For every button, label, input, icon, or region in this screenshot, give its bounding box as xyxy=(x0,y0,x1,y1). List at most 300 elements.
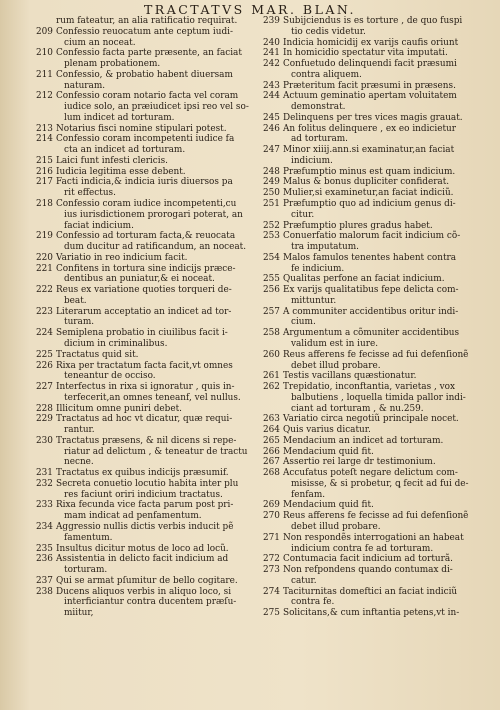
entry-line: Præfumptio quo ad indicium genus di- xyxy=(283,199,456,210)
entry-number: 224 xyxy=(36,328,53,339)
index-entry xyxy=(36,285,274,307)
entry-line: lum indicet ad torturam. xyxy=(64,112,175,123)
entry-line: catur. xyxy=(291,575,317,586)
entry-text xyxy=(283,231,500,253)
entry-text xyxy=(56,587,274,619)
entry-line: indicium. xyxy=(291,155,333,166)
entry-line: Tractatus præsens, & nil dicens si repe- xyxy=(56,435,237,446)
entry-line: Trepidatio, inconftantia, varietas , vox xyxy=(283,382,455,393)
index-entry xyxy=(36,382,274,404)
entry-line: Rixa per tractatum facta facit,vt omnes xyxy=(56,360,233,371)
entry-line: Interfectus in rixa si ignoratur , quis in- xyxy=(56,382,235,393)
index-entry xyxy=(263,565,500,587)
entry-number: 256 xyxy=(263,285,280,296)
entry-text xyxy=(283,382,500,414)
index-entry xyxy=(36,91,274,123)
index-entry xyxy=(263,554,500,565)
index-entry xyxy=(36,124,274,135)
entry-line: Delinquens per tres vices magis grauat. xyxy=(283,112,463,123)
entry-number: 233 xyxy=(36,500,53,511)
entry-line: miitur, xyxy=(64,608,94,619)
entry-number: 252 xyxy=(263,220,280,231)
entry-line: Taciturnitas domeftici an faciat indiciũ xyxy=(283,586,458,597)
entry-line: Confessio coram incompetenti iudice fa xyxy=(56,134,235,145)
index-entry xyxy=(36,554,274,576)
entry-text xyxy=(283,511,500,533)
index-entry xyxy=(263,253,500,275)
entry-number: 273 xyxy=(263,565,280,576)
index-entry xyxy=(263,425,500,436)
entry-number: 238 xyxy=(36,586,53,597)
entry-line: necne. xyxy=(64,457,94,468)
index-entry xyxy=(263,307,500,329)
entry-text xyxy=(283,307,500,329)
entry-text xyxy=(56,27,274,49)
index-entry xyxy=(263,113,500,124)
entry-text xyxy=(283,468,500,500)
entry-text xyxy=(283,457,500,468)
entry-line: cium an noceat. xyxy=(64,37,136,48)
entry-line: Insultus dicitur motus de loco ad locũ. xyxy=(56,543,229,554)
entry-text xyxy=(283,371,500,382)
entry-line: Secreta conuetio locutio habita inter plu xyxy=(56,478,239,489)
entry-text xyxy=(56,361,274,383)
entry-line: balbutiens , loquella timida pallor indi- xyxy=(291,392,466,403)
entry-text xyxy=(56,404,274,415)
index-entry xyxy=(36,156,274,167)
entry-text xyxy=(56,48,274,70)
entry-number: 220 xyxy=(36,252,53,263)
entry-number: 242 xyxy=(263,59,280,70)
entry-number xyxy=(36,16,56,27)
index-entry xyxy=(36,16,274,27)
entry-number: 245 xyxy=(263,112,280,123)
entry-number: 267 xyxy=(263,457,280,468)
entry-line: Confessio reuocatum ante ceptum iudi- xyxy=(56,26,233,37)
entry-line: res faciunt oriri indicium tractatus. xyxy=(64,489,223,500)
index-entry xyxy=(36,361,274,383)
entry-number: 243 xyxy=(263,80,280,91)
entry-text xyxy=(283,500,500,511)
entry-line: citur. xyxy=(291,209,315,220)
entry-line: tra imputatum. xyxy=(291,242,359,253)
entry-line: debet illud probare. xyxy=(291,521,381,532)
index-entry xyxy=(263,274,500,285)
entry-text xyxy=(283,533,500,555)
entry-text xyxy=(283,81,500,92)
entry-text xyxy=(283,16,500,38)
entry-line: Præteritum facit præsumi in præsens. xyxy=(283,80,456,91)
entry-text xyxy=(283,253,500,275)
entry-text xyxy=(283,48,500,59)
entry-number: 262 xyxy=(263,382,280,393)
index-entry xyxy=(263,199,500,221)
entry-line: teneantur de occiso. xyxy=(64,371,156,382)
entry-line: Tractatus ad hoc vt dicatur, quæ requi- xyxy=(56,414,233,425)
index-entry xyxy=(36,48,274,70)
index-entry xyxy=(263,414,500,425)
entry-line: Præfumptio minus est quam indicium. xyxy=(283,166,456,177)
index-entry xyxy=(263,177,500,188)
index-entry xyxy=(36,468,274,479)
entry-number: 253 xyxy=(263,231,280,242)
index-entry xyxy=(263,382,500,414)
index-entry xyxy=(263,231,500,253)
entry-line: faciat indicium. xyxy=(64,220,134,231)
entry-line: Mendacium quid fit. xyxy=(283,446,374,457)
entry-line: Iudicia legitima esse debent. xyxy=(56,166,186,177)
index-entry xyxy=(36,500,274,522)
entry-line: fe indicium. xyxy=(291,263,345,274)
entry-number: 258 xyxy=(263,328,280,339)
entry-text xyxy=(56,479,274,501)
entry-line: Confessio facta parte præsente, an faciat xyxy=(56,48,242,59)
entry-line: interficiantur contra ducentem præſu- xyxy=(64,597,237,608)
index-entry xyxy=(36,177,274,199)
entry-text xyxy=(283,38,500,49)
entry-line: rum fateatur, an alia ratificatio requirat. xyxy=(56,16,238,26)
entry-number: 210 xyxy=(36,48,53,59)
entry-line: Accufatus poteſt negare delictum com- xyxy=(283,468,458,479)
entry-line: plenam probationem. xyxy=(64,59,161,70)
entry-line: Subijciendus is es torture , de quo fuspi xyxy=(283,16,463,26)
entry-number: 229 xyxy=(36,414,53,425)
entry-number: 219 xyxy=(36,231,53,242)
index-entry xyxy=(263,328,500,350)
entry-number: 230 xyxy=(36,435,53,446)
index-entry xyxy=(263,371,500,382)
entry-number: 270 xyxy=(263,511,280,522)
entry-text xyxy=(56,124,274,135)
entry-text xyxy=(56,264,274,286)
entry-number: 260 xyxy=(263,349,280,360)
entry-line: Confuetudo delinquendi facit præsumi xyxy=(283,59,457,70)
index-entry xyxy=(36,134,274,156)
entry-line: riatur ad delictum , & teneatur de tractu xyxy=(64,446,248,457)
entry-text xyxy=(56,156,274,167)
entry-line: Indicia homicidij ex varijs caufis oriunt xyxy=(283,37,459,48)
index-entry xyxy=(263,285,500,307)
index-entry xyxy=(263,38,500,49)
entry-text xyxy=(56,167,274,178)
entry-line: Mulier,si examinetur,an faciat indiciũ. xyxy=(283,188,454,199)
entry-number: 263 xyxy=(263,414,280,425)
entry-line: Reus afferens fe fecisse ad fui defenſionẽ xyxy=(283,349,469,360)
index-entry xyxy=(263,511,500,533)
entry-text xyxy=(56,91,274,123)
entry-text xyxy=(283,113,500,124)
index-entry xyxy=(36,253,274,264)
entry-line: Solicitans,& cum inftantia petens,vt in- xyxy=(283,608,460,619)
entry-number: 240 xyxy=(263,37,280,48)
entry-text xyxy=(56,350,274,361)
entry-line: misisse, & si probetur, ꝗ fecit ad fui de- xyxy=(291,478,469,489)
entry-line: Tractatus quid sit. xyxy=(56,349,139,360)
entry-line: debet illud probare. xyxy=(291,360,381,371)
entry-number: 266 xyxy=(263,446,280,457)
index-entry xyxy=(36,264,274,286)
entry-number: 209 xyxy=(36,26,53,37)
entry-line: beat. xyxy=(64,295,87,306)
entry-line: demonstrat. xyxy=(291,102,346,113)
entry-number: 223 xyxy=(36,306,53,317)
entry-text xyxy=(283,145,500,167)
index-entry xyxy=(263,81,500,92)
index-entry xyxy=(263,188,500,199)
entry-number: 232 xyxy=(36,478,53,489)
index-entry xyxy=(263,447,500,458)
index-entry xyxy=(263,59,500,81)
entry-text xyxy=(56,328,274,350)
index-entry xyxy=(36,522,274,544)
entry-line: contra aliquem. xyxy=(291,69,362,80)
index-entry xyxy=(263,124,500,146)
entry-line: Conuerfatio malorum facit indicium cõ- xyxy=(283,231,461,242)
entry-number: 249 xyxy=(263,177,280,188)
entry-number: 247 xyxy=(263,145,280,156)
entry-line: Literarum acceptatio an indicet ad tor- xyxy=(56,306,232,317)
entry-number: 231 xyxy=(36,468,53,479)
entry-number: 268 xyxy=(263,468,280,479)
entry-line: Reus ex variatione quoties torqueri de- xyxy=(56,285,232,296)
entry-text xyxy=(283,199,500,221)
entry-number: 246 xyxy=(263,123,280,134)
entry-text xyxy=(56,177,274,199)
entry-line: In homicidio spectatur vita imputati. xyxy=(283,48,448,59)
entry-line: Argumentum a cõmuniter accidentibus xyxy=(283,328,460,339)
entry-number: 257 xyxy=(263,306,280,317)
entry-number: 261 xyxy=(263,371,280,382)
index-entry xyxy=(36,544,274,555)
index-entry xyxy=(36,576,274,587)
index-entry xyxy=(263,436,500,447)
entry-number: 212 xyxy=(36,91,53,102)
entry-text xyxy=(56,231,274,253)
left-index-column xyxy=(36,16,274,619)
entry-number: 265 xyxy=(263,435,280,446)
entry-line: Testis vacillans quæstionatur. xyxy=(283,371,417,382)
entry-line: Malos famulos tenentes habent contra xyxy=(283,252,457,263)
entry-text xyxy=(283,188,500,199)
entry-number: 264 xyxy=(263,425,280,436)
entry-line: Qualitas perfone an faciat indicium. xyxy=(283,274,445,285)
entry-line: Præfumptio plures gradus habet. xyxy=(283,220,433,231)
entry-line: Confitens in tortura sine indicijs præce- xyxy=(56,263,236,274)
entry-text xyxy=(283,425,500,436)
entry-number: 248 xyxy=(263,166,280,177)
entry-text xyxy=(283,124,500,146)
entry-line: rantur. xyxy=(64,425,95,436)
entry-text xyxy=(56,134,274,156)
index-entry xyxy=(263,533,500,555)
entry-line: Ducens aliquos verbis in aliquo loco, si xyxy=(56,586,232,597)
entry-line: dicium in criminalibus. xyxy=(64,338,168,349)
entry-line: Non respondẽs interrogationi an habeat xyxy=(283,532,464,543)
entry-line: naturam. xyxy=(64,80,106,91)
entry-number: 241 xyxy=(263,48,280,59)
entry-text xyxy=(56,414,274,436)
index-entry xyxy=(36,199,274,231)
entry-line: tio cedis videtur. xyxy=(291,26,366,37)
index-entry xyxy=(36,70,274,92)
entry-line: Contumacia facit indicium ad torturã. xyxy=(283,554,453,565)
entry-text xyxy=(283,350,500,372)
entry-number: 274 xyxy=(263,586,280,597)
entry-text xyxy=(283,587,500,609)
entry-text xyxy=(283,91,500,113)
entry-text xyxy=(283,414,500,425)
entry-line: Non refpondens quando contumax di- xyxy=(283,565,453,576)
entry-number: 213 xyxy=(36,123,53,134)
entry-number: 227 xyxy=(36,382,53,393)
entry-line: rit effectus. xyxy=(64,188,116,199)
entry-line: Mendacium quid fit. xyxy=(283,500,374,511)
right-index-column xyxy=(263,16,500,619)
entry-text xyxy=(283,447,500,458)
entry-text xyxy=(283,608,500,619)
index-entry xyxy=(263,457,500,468)
entry-text xyxy=(56,468,274,479)
entry-line: Confessio coram notario facta vel coram xyxy=(56,91,239,102)
entry-line: Confessio coram iudice incompetenti,cu xyxy=(56,199,237,210)
entry-text xyxy=(56,436,274,468)
entry-text xyxy=(283,565,500,587)
entry-text xyxy=(56,500,274,522)
entry-number: 255 xyxy=(263,274,280,285)
index-entry xyxy=(263,500,500,511)
entry-text xyxy=(56,199,274,231)
index-entry xyxy=(36,307,274,329)
entry-text xyxy=(283,328,500,350)
entry-line: fenfam. xyxy=(291,489,326,500)
entry-line: Rixa fecunda vice facta parum post pri- xyxy=(56,500,234,511)
entry-line: indicium contra fe ad torturam. xyxy=(291,543,434,554)
running-header: TRACTATVS MAR. BLAN. xyxy=(143,2,357,17)
entry-number: 272 xyxy=(263,554,280,565)
index-entry xyxy=(263,587,500,609)
entry-line: terfecerit,an omnes teneanf, vel nullus. xyxy=(64,392,241,403)
entry-text xyxy=(56,554,274,576)
entry-text xyxy=(56,70,274,92)
entry-number: 221 xyxy=(36,263,53,274)
entry-text xyxy=(283,436,500,447)
index-entry xyxy=(36,436,274,468)
entry-line: iudice solo, an præiudicet ipsi reo vel so- xyxy=(64,102,249,113)
index-entry xyxy=(263,468,500,500)
entry-number: 216 xyxy=(36,166,53,177)
entry-number: 254 xyxy=(263,252,280,263)
entry-number: 226 xyxy=(36,360,53,371)
entry-line: An folitus delinquere , ex eo indicietur xyxy=(283,123,456,134)
entry-text xyxy=(56,285,274,307)
entry-number: 250 xyxy=(263,188,280,199)
entry-line: mittuntur. xyxy=(291,295,337,306)
entry-text xyxy=(56,522,274,544)
entry-text xyxy=(56,307,274,329)
entry-text xyxy=(283,59,500,81)
entry-text xyxy=(283,554,500,565)
entry-line: Assertio rei large dr testimonium. xyxy=(283,457,436,468)
entry-line: Semiplena probatio in ciuilibus facit i- xyxy=(56,328,228,339)
index-entry xyxy=(263,48,500,59)
entry-line: Reus afferens fe fecisse ad fui defenſionẽ xyxy=(283,511,469,522)
entry-line: Qui se armat pſumitur de bello cogitare. xyxy=(56,575,238,586)
entry-number: 234 xyxy=(36,521,53,532)
index-entry xyxy=(36,231,274,253)
entry-line: dum ducitur ad ratificandum, an noceat. xyxy=(64,242,247,253)
entry-number: 228 xyxy=(36,403,53,414)
entry-number: 217 xyxy=(36,177,53,188)
entry-line: Facti indicia,& indicia iuris diuersos pa xyxy=(56,177,233,188)
entry-line: famentum. xyxy=(64,532,113,543)
index-entry xyxy=(263,167,500,178)
entry-line: Confessio ad torturam facta,& reuocata xyxy=(56,231,236,242)
entry-text xyxy=(283,167,500,178)
entry-text xyxy=(56,253,274,264)
entry-text xyxy=(56,382,274,404)
entry-number: 235 xyxy=(36,543,53,554)
entry-line: Variatio circa negotiũ principale nocet. xyxy=(283,414,459,425)
entry-number: 239 xyxy=(263,16,280,26)
entry-number: 269 xyxy=(263,500,280,511)
entry-line: Confessio, & probatio habent diuersam xyxy=(56,69,233,80)
index-entry xyxy=(36,414,274,436)
index-entry xyxy=(263,145,500,167)
entry-line: Illicitum omne puniri debet. xyxy=(56,403,183,414)
entry-line: Tractatus ex quibus indicijs præsumif. xyxy=(56,468,229,479)
entry-number: 275 xyxy=(263,608,280,619)
entry-line: turam. xyxy=(64,317,95,328)
entry-text xyxy=(283,177,500,188)
entry-line: validum est in iure. xyxy=(291,338,379,349)
entry-line: Variatio in reo indicium facit. xyxy=(56,252,188,263)
entry-text xyxy=(56,576,274,587)
entry-line: Quis varius dicatur. xyxy=(283,425,371,436)
entry-line: ius iurisdictionem prorogari poterat, an xyxy=(64,209,243,220)
entry-number: 211 xyxy=(36,69,53,80)
entry-text xyxy=(56,544,274,555)
entry-line: ad torturam. xyxy=(291,134,348,145)
entry-number: 271 xyxy=(263,532,280,543)
entry-line: Minor xiiij.ann.si examinatur,an faciat xyxy=(283,145,455,156)
index-entry xyxy=(36,479,274,501)
index-entry xyxy=(263,350,500,372)
entry-line: ciant ad torturam , & nu.259. xyxy=(291,403,424,414)
entry-line: Assistentia in delicto facit indicium ad xyxy=(56,554,229,565)
index-entry xyxy=(263,608,500,619)
entry-line: mam indicat ad penfamentum. xyxy=(64,511,202,522)
entry-line: Aggressio nullis dictis verbis inducit pẽ xyxy=(56,521,234,532)
entry-line: Malus & bonus dupliciter confiderat. xyxy=(283,177,450,188)
entry-line: cium. xyxy=(291,317,316,328)
index-entry xyxy=(36,167,274,178)
index-entry xyxy=(263,91,500,113)
entry-number: 236 xyxy=(36,554,53,565)
entry-text xyxy=(283,221,500,232)
entry-text xyxy=(283,285,500,307)
index-entry xyxy=(36,350,274,361)
index-entry xyxy=(36,27,274,49)
entry-line: Notarius fisci nomine stipulari potest. xyxy=(56,123,227,134)
entry-line: dentibus an puniatur,& ei noceat. xyxy=(64,274,215,285)
entry-number: 218 xyxy=(36,199,53,210)
entry-text xyxy=(283,274,500,285)
entry-line: Laici funt infesti clericis. xyxy=(56,155,168,166)
entry-line: torturam. xyxy=(64,565,108,576)
entry-text xyxy=(56,16,274,27)
index-entry xyxy=(263,221,500,232)
entry-number: 215 xyxy=(36,155,53,166)
